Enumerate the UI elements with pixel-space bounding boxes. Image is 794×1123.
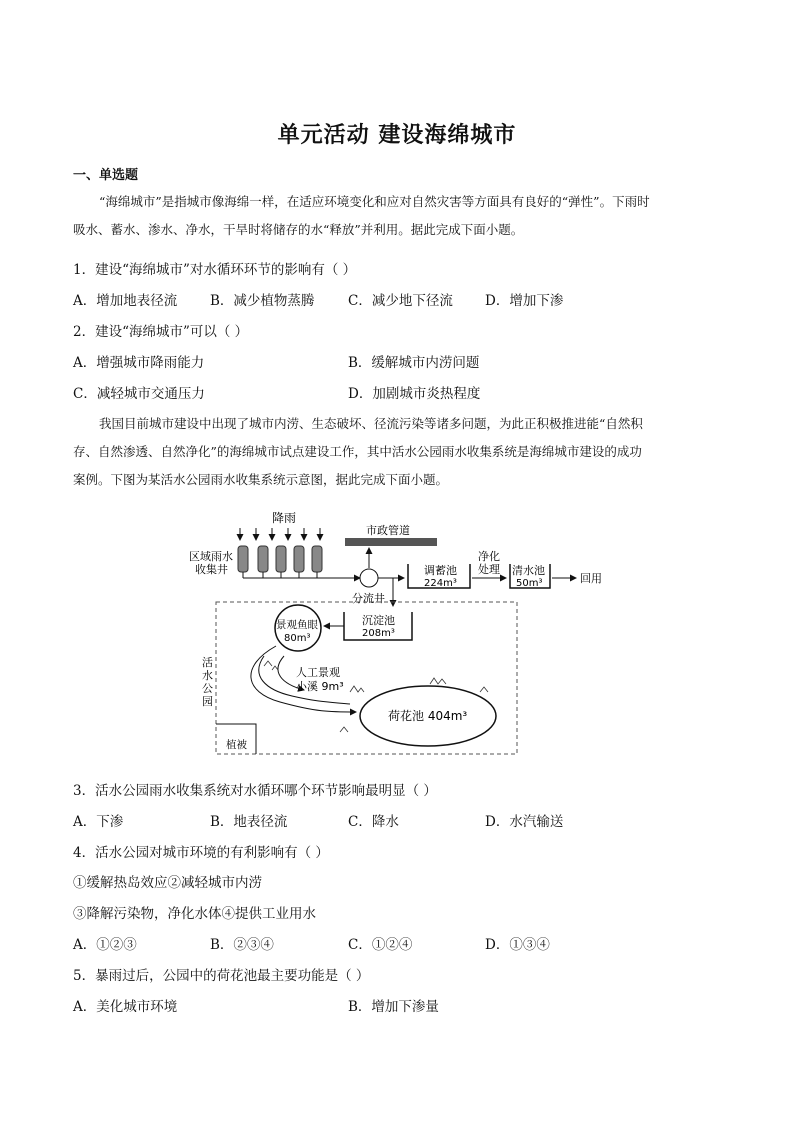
settling-pond-label: 沉淀池 — [362, 614, 395, 627]
question-5-stem: 5．暴雨过后，公园中的荷花池最主要功能是（ ） — [73, 968, 370, 984]
collection-wells — [238, 546, 322, 572]
question-3-stem: 3．活水公园雨水收集系统对水循环哪个环节影响最明显（ ） — [73, 783, 437, 799]
q1-option-a[interactable]: A．增加地表径流 — [73, 293, 178, 309]
q5-option-b[interactable]: B．增加下渗量 — [348, 999, 439, 1015]
vegetation-label: 植被 — [226, 739, 247, 751]
q3-option-c[interactable]: C．降水 — [348, 814, 399, 830]
svg-text:公: 公 — [202, 682, 213, 695]
wells-label-2: 收集井 — [195, 563, 228, 576]
q2-option-d[interactable]: D．加剧城市炎热程度 — [348, 386, 481, 402]
svg-text:活: 活 — [202, 656, 213, 669]
fisheye-label: 景观鱼眼 — [276, 619, 318, 631]
diagram-svg — [180, 506, 620, 762]
q4-option-b[interactable]: B．②③④ — [210, 937, 274, 953]
q1-option-b[interactable]: B．减少植物蒸腾 — [210, 293, 315, 309]
question-2-stem: 2．建设“海绵城市”可以（ ） — [73, 324, 249, 340]
clear-pool-label: 清水池 — [512, 564, 545, 577]
stream-label-2: 小溪 9m³ — [296, 680, 344, 693]
q5-option-a[interactable]: A．美化城市环境 — [73, 999, 178, 1015]
rainwater-system-diagram — [180, 506, 620, 762]
storage-tank-label: 调蓄池 — [424, 564, 457, 577]
fisheye-volume: 80m³ — [284, 633, 311, 644]
municipal-pipe-label: 市政管道 — [366, 524, 410, 537]
rain-arrows — [240, 528, 320, 540]
q2-option-b[interactable]: B．缓解城市内涝问题 — [348, 355, 480, 371]
artificial-stream — [251, 646, 356, 712]
q4-statement-1: ①缓解热岛效应②减轻城市内涝 — [73, 875, 262, 891]
question-1-stem: 1．建设“海绵城市”对水循环环节的影响有（ ） — [73, 262, 357, 278]
lotus-pond-label: 荷花池 404m³ — [388, 709, 468, 723]
q2-option-a[interactable]: A．增强城市降雨能力 — [73, 355, 205, 371]
passage-2 — [73, 410, 723, 494]
q2-option-c[interactable]: C．减轻城市交通压力 — [73, 386, 205, 402]
splitter-label: 分流井 — [352, 592, 385, 605]
passage-1-line-1: “海绵城市”是指城市像海绵一样，在适应环境变化和应对自然灾害等方面具有良好的“弹性”。下雨时 — [99, 194, 650, 209]
svg-text:园: 园 — [202, 695, 213, 708]
rain-label: 降雨 — [272, 511, 297, 525]
settling-pond-volume: 208m³ — [362, 628, 395, 639]
park-label — [202, 656, 213, 708]
q4-option-d[interactable]: D．①③④ — [485, 937, 550, 953]
passage-2-line-2: 存、自然渗透、自然净化”的海绵城市试点建设工作，其中活水公园雨水收集系统是海绵城市建设的成功 — [73, 444, 642, 459]
purify-label-2: 处理 — [478, 563, 500, 576]
purify-label-1: 净化 — [478, 550, 500, 563]
page-title: 单元活动 建设海绵城市 — [277, 123, 517, 148]
q4-statement-2: ③降解污染物，净化水体④提供工业用水 — [73, 906, 316, 922]
q1-option-c[interactable]: C．减少地下径流 — [348, 293, 453, 309]
question-4-stem: 4．活水公园对城市环境的有利影响有（ ） — [73, 845, 329, 861]
passage-1 — [73, 188, 723, 244]
q4-option-c[interactable]: C．①②④ — [348, 937, 413, 953]
municipal-pipe-bar — [345, 538, 437, 546]
passage-1-line-2: 吸水、蓄水、渗水、净水，干旱时将储存的水“释放”并利用。据此完成下面小题。 — [73, 222, 524, 237]
passage-2-line-3: 案例。下图为某活水公园雨水收集系统示意图，据此完成下面小题。 — [73, 472, 449, 487]
svg-text:水: 水 — [202, 669, 213, 682]
q3-option-b[interactable]: B．地表径流 — [210, 814, 288, 830]
passage-2-line-1: 我国目前城市建设中出现了城市内涝、生态破坏、径流污染等诸多问题，为此正积极推进能“自然积 — [99, 416, 643, 431]
well-pipes — [243, 572, 330, 578]
splitter-well — [360, 569, 378, 587]
reuse-label: 回用 — [580, 572, 602, 585]
wells-label-1: 区域雨水 — [189, 550, 233, 563]
section-heading: 一、单选题 — [73, 168, 139, 183]
stream-label-1: 人工景观 — [296, 666, 340, 679]
storage-tank-volume: 224m³ — [424, 578, 457, 589]
clear-pool-volume: 50m³ — [516, 578, 543, 589]
q3-option-a[interactable]: A．下渗 — [73, 814, 124, 830]
q1-option-d[interactable]: D．增加下渗 — [485, 293, 564, 309]
q4-option-a[interactable]: A．①②③ — [73, 937, 137, 953]
q3-option-d[interactable]: D．水汽输送 — [485, 814, 564, 830]
